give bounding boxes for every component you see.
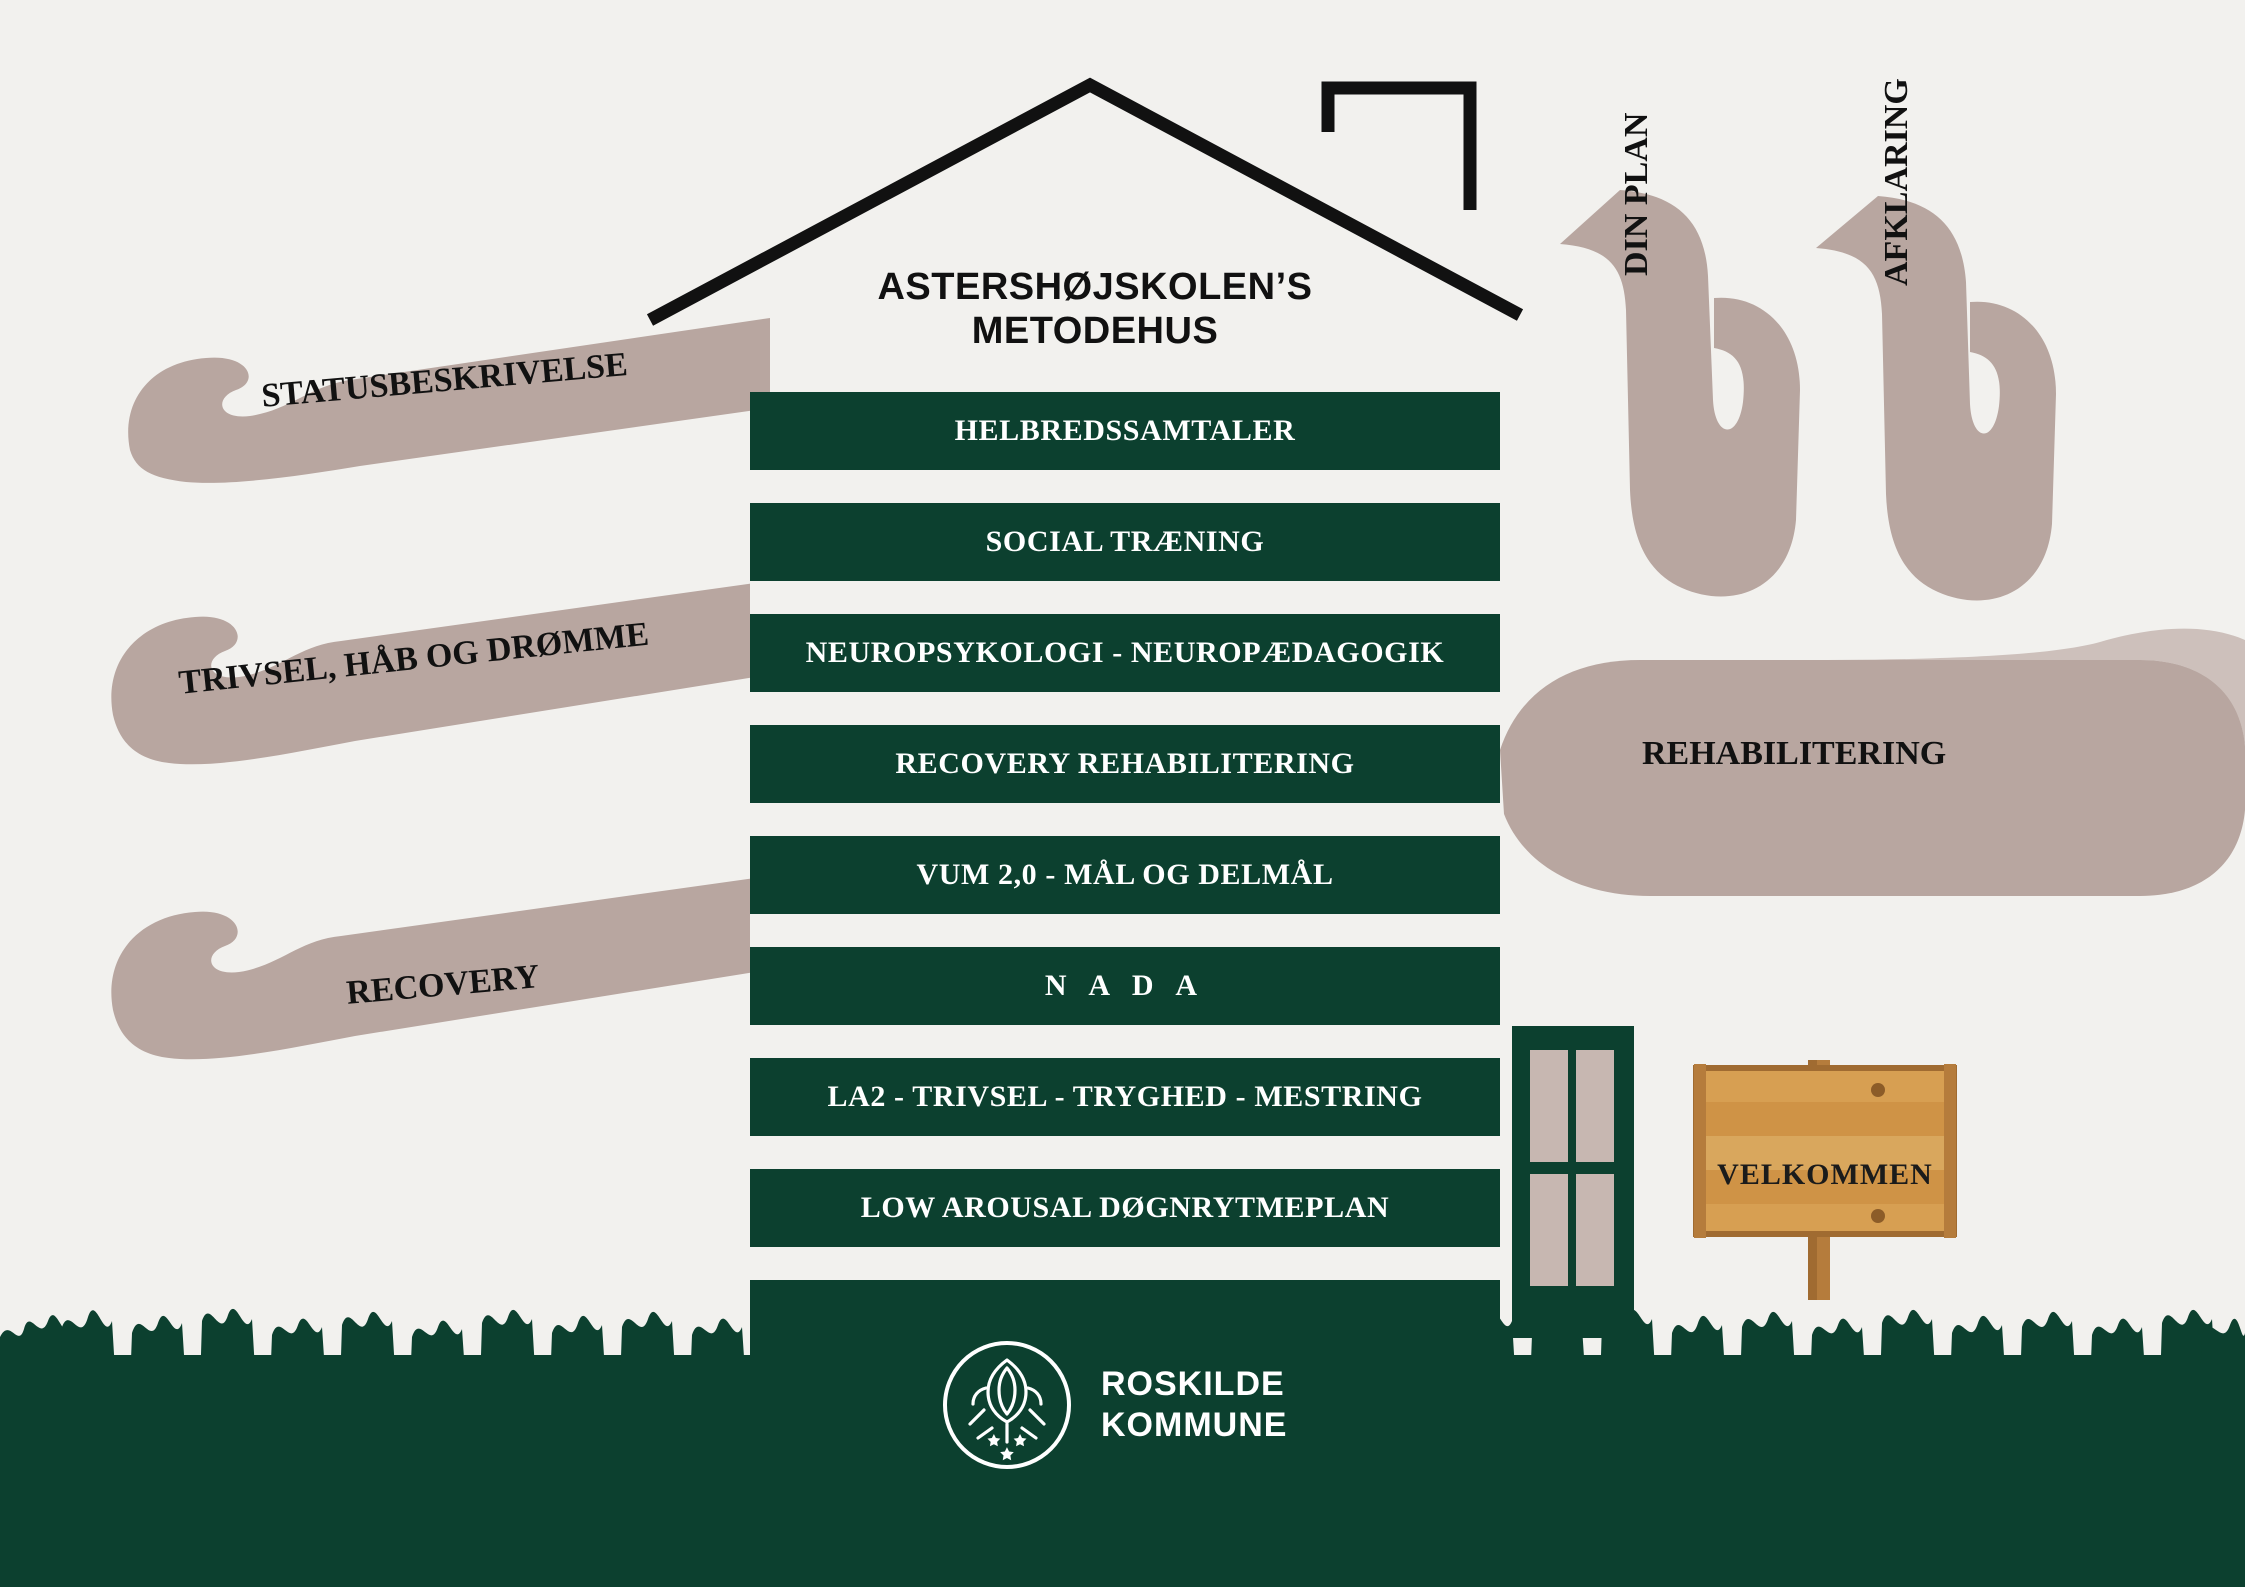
left-ribbon-recovery [95,860,755,1080]
front-door[interactable] [1508,1022,1638,1342]
method-band[interactable] [750,947,1500,1025]
sign-label: VELKOMMEN [1717,1158,1933,1191]
right-ribbon-label-rehabilitering [1642,735,1946,773]
band-separator [750,470,1500,503]
method-label: HELBREDSSAMTALER [954,414,1296,447]
welcome-sign [1690,1040,1960,1300]
method-label: NEUROPSYKOLOGI - NEUROPÆDAGOGIK [805,636,1445,669]
right-ribbon-label-din-plan [1618,113,1656,276]
title-line-1: ASTERSHØJSKOLEN’S [877,266,1313,308]
ribbon-text: RECOVERY [345,958,541,1012]
ribbon-text: STATUSBESKRIVELSE [260,345,630,415]
method-band[interactable] [750,725,1500,803]
right-ribbon-group [1500,78,2245,920]
title-line-2: METODEHUS [971,310,1219,353]
method-band[interactable] [750,836,1500,914]
logo-line-2: KOMMUNE [1101,1406,1288,1444]
right-ribbon-shape [1500,190,2245,920]
door-handle [1620,1170,1634,1180]
band-separator [750,1247,1500,1280]
roskilde-kommune-logo [940,1330,1360,1480]
method-label: LOW AROUSAL DØGNRYTMEPLAN [860,1191,1390,1224]
method-label: RECOVERY REHABILITERING [895,747,1355,780]
method-label: VUM 2,0 - MÅL OG DELMÅL [916,858,1334,891]
method-label: N A D A [1044,969,1206,1002]
method-band[interactable] [750,503,1500,581]
logo-wordmark [1101,1364,1287,1446]
band-separator [750,1025,1500,1058]
band-separator [750,1136,1500,1169]
band-separator [750,581,1500,614]
method-band[interactable] [750,392,1500,470]
page-title [745,265,1445,354]
method-label: SOCIAL TRÆNING [985,525,1265,558]
band-separator [750,803,1500,836]
method-band[interactable] [750,614,1500,692]
ribbon-text: REHABILITERING [1642,735,1947,772]
method-label: LA2 - TRIVSEL - TRYGHED - MESTRING [827,1080,1423,1113]
coat-of-arms-icon [940,1338,1075,1473]
ribbon-text: AFKLARING [1878,78,1915,286]
right-ribbon-label-afklaring [1878,78,1916,286]
logo-line-1: ROSKILDE [1101,1365,1285,1404]
method-band[interactable] [750,1169,1500,1247]
left-ribbon-trivsel [95,565,755,785]
band-separator [750,692,1500,725]
method-band[interactable] [750,1058,1500,1136]
band-separator [750,914,1500,947]
ribbon-text: TRIVSEL, HÅB OG DRØMME [177,615,651,702]
ribbon-text: DIN PLAN [1618,112,1655,276]
